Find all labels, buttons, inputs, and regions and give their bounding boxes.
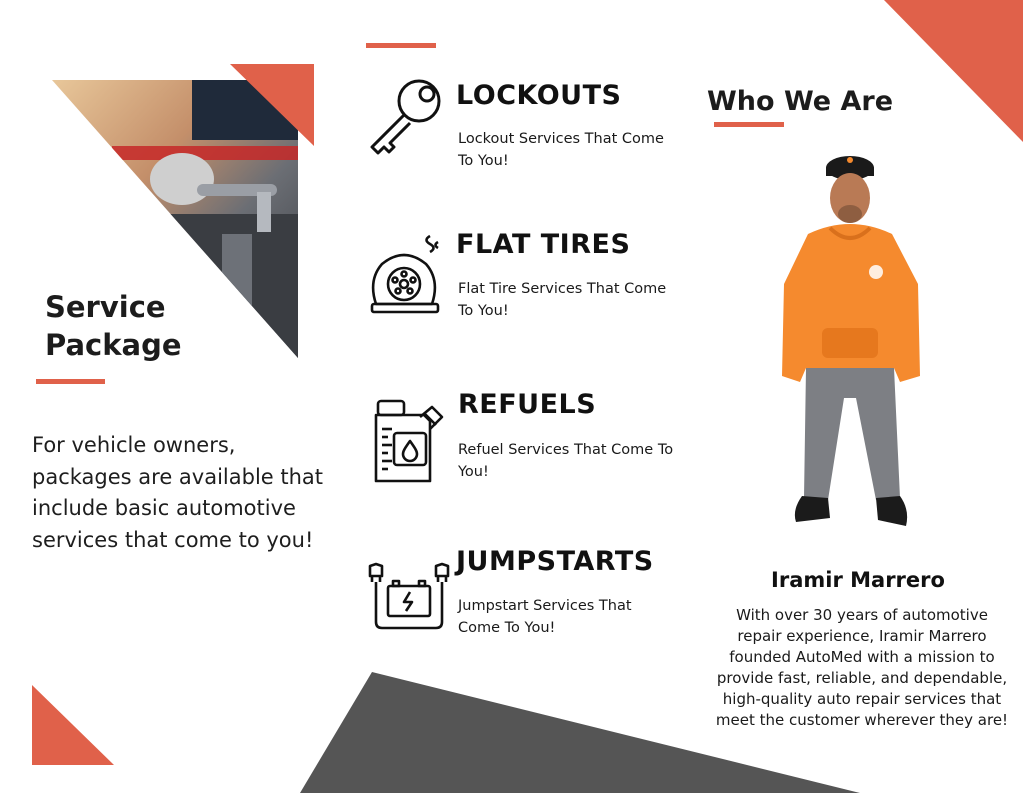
service-package-description: For vehicle owners, packages are available that include basic automotive services that come to you!	[32, 433, 324, 552]
key-icon	[366, 76, 446, 156]
service-subtitle-lockouts: Lockout Services That Come To You!	[458, 131, 664, 169]
who-we-are-heading: Who We Are	[707, 86, 894, 117]
jumper-cables-icon	[366, 562, 452, 632]
service-title-flat-tires: FLAT TIRES	[456, 229, 631, 260]
title-underline	[36, 379, 105, 384]
service-title-jumpstarts: JUMPSTARTS	[456, 546, 654, 577]
who-we-are-underline	[714, 122, 784, 127]
bottom-left-accent-triangle	[32, 685, 114, 765]
service-subtitle-jumpstarts: Jumpstart Services That Come To You!	[458, 598, 632, 636]
top-right-accent-triangle	[884, 0, 1023, 142]
founder-name: Iramir Marrero	[771, 568, 945, 592]
service-package-title: Service Package	[45, 290, 182, 362]
service-title-lockouts: LOCKOUTS	[456, 80, 622, 111]
service-title-refuels: REFUELS	[458, 389, 597, 420]
service-subtitle-flat-tires: Flat Tire Services That Come To You!	[458, 281, 667, 319]
fuel-can-icon	[372, 397, 448, 485]
founder-bio: With over 30 years of automotive repair experience, Iramir Marrero founded AutoMed with a mission to provide fast, reliable, and dependable, high-quality auto repair services that meet the customer wherever they are!	[715, 606, 1009, 729]
service-subtitle-refuels: Refuel Services That Come To You!	[458, 442, 674, 480]
founder-photo	[778, 148, 926, 548]
middle-accent-line	[366, 43, 436, 48]
flat-tire-icon	[366, 228, 448, 320]
